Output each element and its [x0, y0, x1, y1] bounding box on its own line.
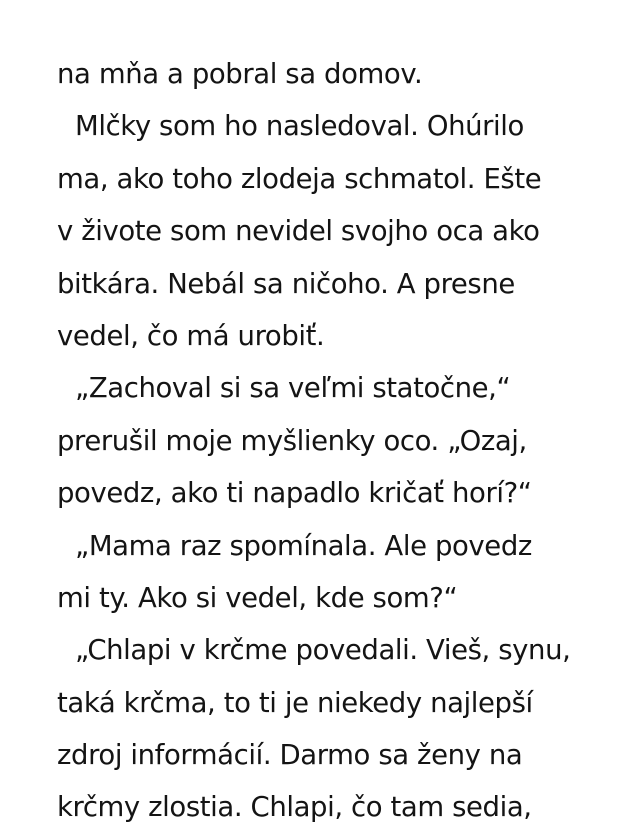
- text-line: bitkára. Nebál sa ničoho. A presne: [57, 267, 515, 300]
- text-line: prerušil moje myšlienky oco. „Ozaj,: [57, 424, 527, 457]
- text-line: vedel, čo má urobiť.: [57, 319, 325, 352]
- text-line: Mlčky som ho nasledoval. Ohúrilo: [75, 110, 524, 143]
- text-line: taká krčma, to ti je niekedy najlepší: [57, 686, 533, 719]
- text-line: „Mama raz spomínala. Ale povedz: [75, 529, 532, 562]
- text-line: mi ty. Ako si vedel, kde som?“: [57, 581, 458, 614]
- text-line: povedz, ako ti napadlo kričať horí?“: [57, 477, 532, 510]
- text-line: „Chlapi v krčme povedali. Vieš, synu,: [75, 634, 571, 667]
- text-line: na mňa a pobral sa domov.: [57, 58, 423, 90]
- text-line: krčmy zlostia. Chlapi, čo tam sedia,: [57, 791, 532, 824]
- text-line: v živote som nevidel svojho oca ako: [57, 215, 540, 248]
- page-text: [57, 48, 617, 834]
- text-line: „Zachoval si sa veľmi statočne,“: [75, 372, 511, 405]
- text-line: ma, ako toho zlodeja schmatol. Ešte: [57, 162, 542, 195]
- text-line: zdroj informácií. Darmo sa ženy na: [57, 739, 523, 772]
